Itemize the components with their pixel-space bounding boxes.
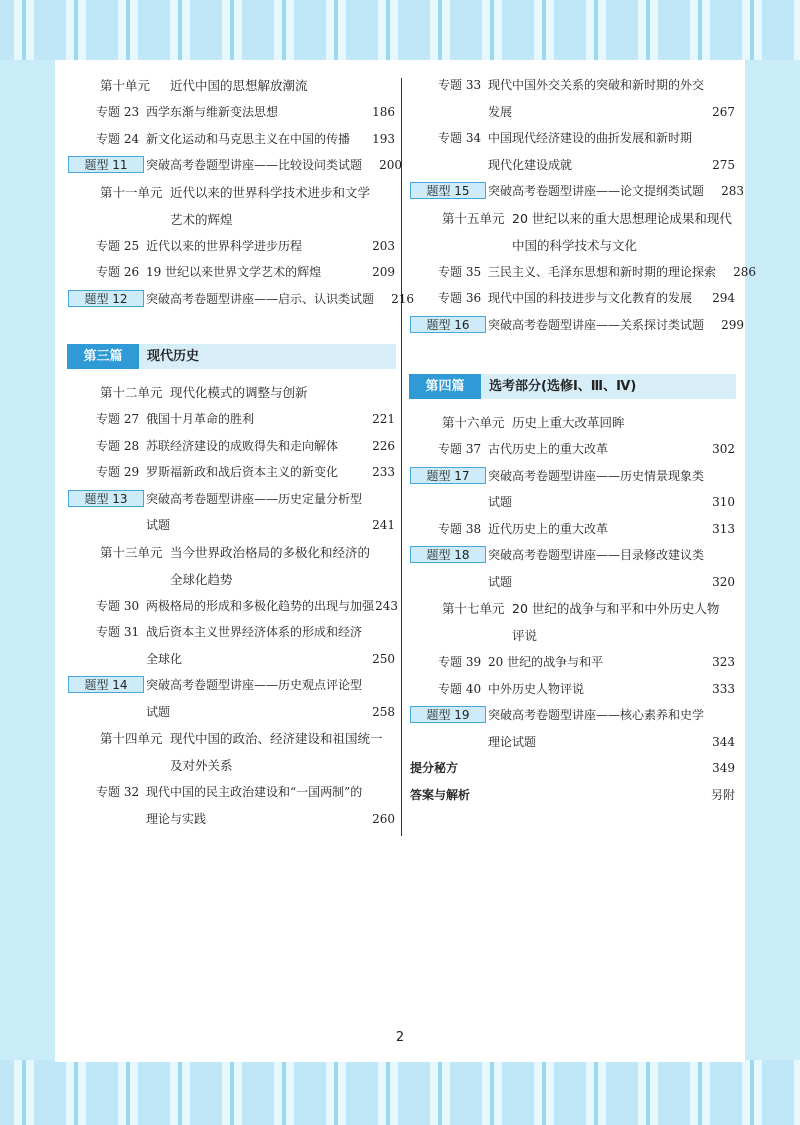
toc-entry[interactable]: 专题 38 近代历史上的重大改革 313	[438, 521, 735, 536]
question-type-badge: 题型 12	[68, 290, 144, 307]
top-stripe-decoration	[0, 0, 800, 60]
question-type-entry[interactable]: 题型 16 突破高考卷题型讲座——关系探讨类试题 299	[410, 312, 735, 339]
toc-right-column	[410, 72, 757, 809]
toc-entry[interactable]: 专题 32 现代中国的民主政治建设和“一国两制”的	[96, 785, 363, 799]
toc-extra-entry[interactable]: 答案与解析 另附	[410, 788, 735, 802]
toc-entry[interactable]: 专题 37 古代历史上的重大改革 302	[438, 442, 735, 456]
question-type-badge: 题型 16	[410, 316, 486, 333]
question-type-badge: 题型 18	[410, 546, 486, 563]
unit-heading[interactable]: 第十四单元 现代中国的政治、经济建设和祖国统一	[100, 731, 383, 746]
unit-heading[interactable]: 第十一单元 近代以来的世界科学技术进步和文学	[100, 184, 371, 200]
bottom-stripe-decoration	[0, 1060, 800, 1125]
question-type-badge: 题型 14	[68, 676, 144, 693]
unit-heading-continued: 及对外关系	[170, 758, 233, 773]
toc-entry[interactable]: 专题 40 中外历史人物评说 333	[438, 681, 735, 696]
unit-heading[interactable]: 第十六单元 历史上重大改革回眸	[442, 415, 625, 430]
toc-entry-continued: 发展 267	[488, 104, 735, 119]
part-tag: 第四篇	[409, 374, 481, 399]
question-type-entry[interactable]: 题型 13 突破高考卷题型讲座——历史定量分析型	[68, 486, 395, 513]
toc-entry[interactable]: 专题 28 苏联经济建设的成败得失和走向解体 226	[96, 438, 395, 453]
toc-entry[interactable]: 专题 29 罗斯福新政和战后资本主义的新变化 233	[96, 465, 395, 479]
toc-entry[interactable]: 专题 36 现代中国的科技进步与文化教育的发展 294	[438, 291, 735, 305]
unit-heading-continued: 评说	[512, 628, 538, 643]
toc-entry[interactable]: 专题 26 19 世纪以来世界文学艺术的辉煌 209	[96, 265, 395, 279]
toc-entry[interactable]: 专题 33 现代中国外交关系的突破和新时期的外交	[438, 78, 705, 92]
toc-entry[interactable]: 专题 23 西学东渐与维新变法思想 186	[96, 105, 395, 119]
toc-entry[interactable]: 专题 31 战后资本主义世界经济体系的形成和经济	[96, 625, 363, 639]
question-type-entry[interactable]: 题型 17 突破高考卷题型讲座——历史情景现象类	[410, 463, 735, 490]
question-type-entry[interactable]: 题型 15 突破高考卷题型讲座——论文提纲类试题 283	[410, 178, 735, 205]
unit-heading[interactable]: 第十五单元 20 世纪以来的重大思想理论成果和现代	[442, 210, 732, 226]
question-type-entry[interactable]: 题型 14 突破高考卷题型讲座——历史观点评论型	[68, 672, 395, 699]
unit-heading-continued: 中国的科学技术与文化	[512, 237, 638, 253]
toc-entry-continued: 试题 320	[488, 574, 735, 589]
question-type-badge: 题型 11	[68, 156, 144, 173]
toc-entry[interactable]: 专题 35 三民主义、毛泽东思想和新时期的理论探索 286	[438, 264, 757, 279]
unit-heading[interactable]: 第十七单元 20 世纪的战争与和平和中外历史人物	[442, 601, 720, 616]
question-type-entry[interactable]: 题型 18 突破高考卷题型讲座——目录修改建议类	[410, 542, 735, 569]
unit-heading[interactable]: 第十三单元 当今世界政治格局的多极化和经济的	[100, 544, 371, 560]
toc-extra-entry[interactable]: 提分秘方 349	[410, 761, 735, 775]
unit-heading[interactable]: 第十单元 近代中国的思想解放潮流	[100, 78, 308, 93]
unit-heading[interactable]: 第十二单元 现代化模式的调整与创新	[100, 385, 308, 400]
part-heading-bar[interactable]: 第四篇 选考部分(选修Ⅰ、Ⅲ、Ⅳ)	[409, 374, 736, 399]
question-type-badge: 题型 13	[68, 490, 144, 507]
toc-entry[interactable]: 专题 24 新文化运动和马克思主义在中国的传播 193	[96, 131, 395, 146]
toc-entry[interactable]: 专题 30 两极格局的形成和多极化趋势的出现与加强 243	[96, 598, 399, 613]
toc-entry[interactable]: 专题 39 20 世纪的战争与和平 323	[438, 655, 735, 669]
toc-entry-continued: 全球化 250	[146, 651, 395, 666]
toc-entry-continued: 现代化建设成就 275	[488, 157, 735, 172]
toc-entry-continued: 理论与实践 260	[146, 811, 395, 826]
toc-entry[interactable]: 专题 34 中国现代经济建设的曲折发展和新时期	[438, 131, 693, 145]
question-type-badge: 题型 17	[410, 467, 486, 484]
question-type-entry[interactable]: 题型 19 突破高考卷题型讲座——核心素养和史学	[410, 702, 735, 729]
toc-entry-continued: 试题 310	[488, 495, 735, 509]
question-type-entry[interactable]: 题型 12 突破高考卷题型讲座——启示、认识类试题 216	[68, 286, 395, 313]
part-tag: 第三篇	[67, 344, 139, 369]
toc-left-column	[68, 72, 415, 832]
toc-entry[interactable]: 专题 25 近代以来的世界科学进步历程 203	[96, 238, 395, 253]
part-heading-bar[interactable]: 第三篇 现代历史	[67, 344, 396, 369]
page-number: 2	[395, 1030, 405, 1045]
column-divider	[401, 78, 402, 836]
toc-entry-continued: 试题 258	[146, 704, 395, 719]
unit-heading-continued: 全球化趋势	[170, 571, 233, 587]
question-type-badge: 题型 19	[410, 706, 486, 723]
toc-entry-continued: 理论试题 344	[488, 734, 735, 749]
question-type-entry[interactable]: 题型 11 突破高考卷题型讲座——比较设问类试题 200	[68, 152, 395, 179]
toc-entry-continued: 试题 241	[146, 518, 395, 532]
unit-heading-continued: 艺术的辉煌	[170, 211, 233, 227]
toc-entry[interactable]: 专题 27 俄国十月革命的胜利 221	[96, 412, 395, 426]
question-type-badge: 题型 15	[410, 182, 486, 199]
